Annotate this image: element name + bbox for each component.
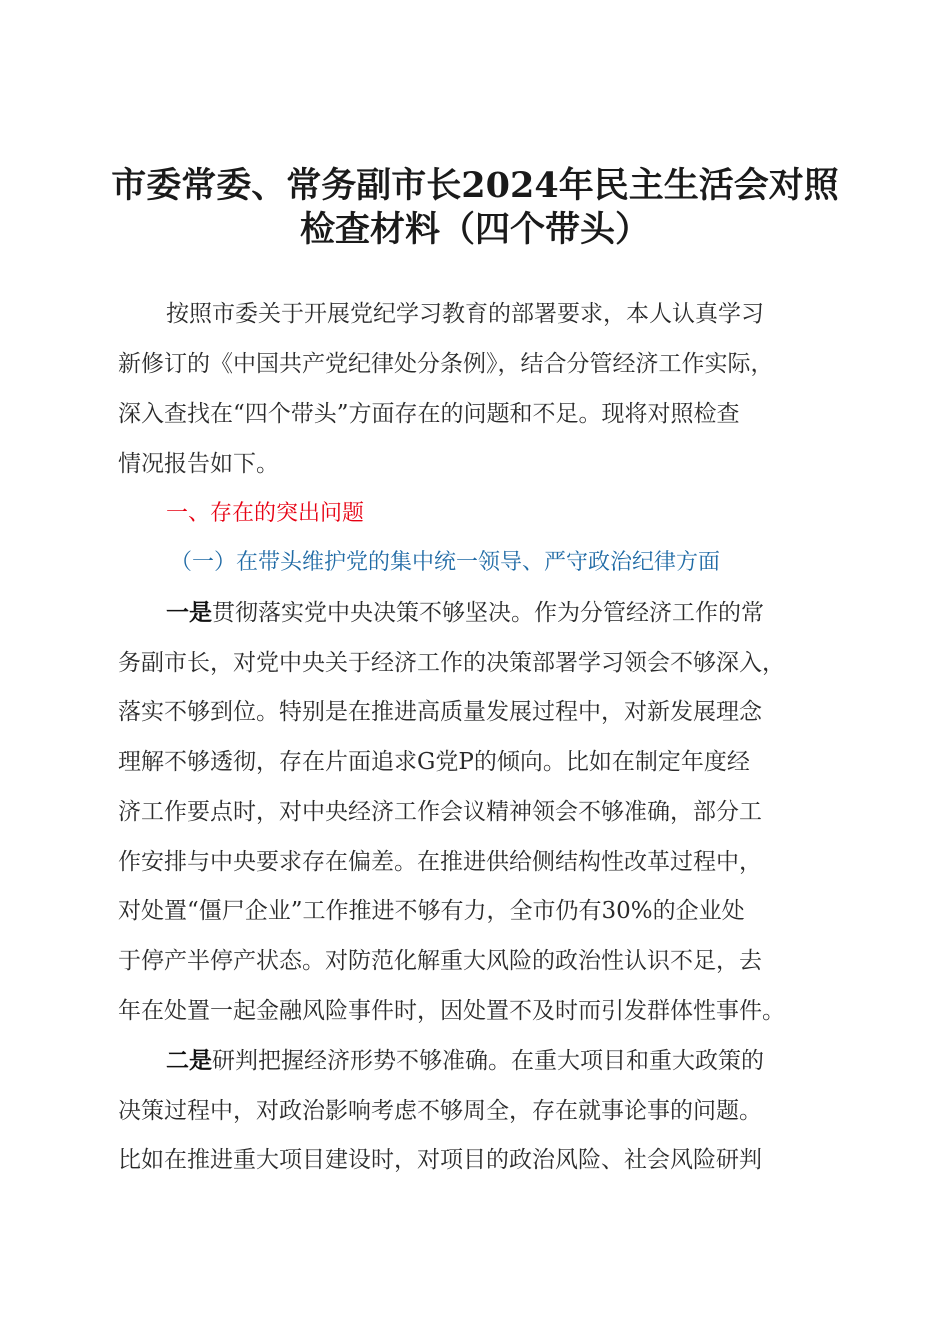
point-1-line-6: 作安排与中央要求存在偏差。在推进供给侧结构性改革过程中， xyxy=(118,849,762,875)
section-heading-problems: 一、存在的突出问题 xyxy=(166,501,365,526)
intro-line-2: 新修订的《中国共产党纪律处分条例》，结合分管经济工作实际， xyxy=(118,351,774,377)
point-2-first-line xyxy=(166,1046,764,1076)
point-1-line-9: 年在处置一起金融风险事件时，因处置不及时而引发群体性事件。 xyxy=(118,998,785,1024)
intro-line-1: 按照市委关于开展党纪学习教育的部署要求，本人认真学习 xyxy=(166,301,764,327)
subsection-heading-political-discipline: （一）在带头维护党的集中统一领导、严守政治纪律方面 xyxy=(170,550,721,575)
point-1-first-line-text: 贯彻落实党中央决策不够坚决。作为分管经济工作的常 xyxy=(212,600,764,626)
point-1-line-5: 济工作要点时，对中央经济工作会议精神领会不够准确，部分工 xyxy=(118,799,762,825)
point-2-lead: 二是 xyxy=(166,1047,212,1074)
intro-line-3: 深入查找在“四个带头”方面存在的问题和不足。现将对照检查 xyxy=(118,401,740,427)
point-2-line-3: 比如在推进重大项目建设时，对项目的政治风险、社会风险研判 xyxy=(118,1147,762,1173)
point-1-first-line xyxy=(166,598,764,628)
point-1-line-3: 落实不够到位。特别是在推进高质量发展过程中，对新发展理念 xyxy=(118,699,762,725)
document-title-line-1: 市委常委、常务副市长2024年民主生活会对照 xyxy=(111,165,839,206)
point-1-lead: 一是 xyxy=(166,599,212,626)
point-1-line-7: 对处置“僵尸企业”工作推进不够有力，全市仍有30%的企业处 xyxy=(118,898,745,924)
point-1-line-4: 理解不够透彻，存在片面追求G党P的倾向。比如在制定年度经 xyxy=(118,749,750,775)
point-2-line-2: 决策过程中，对政治影响考虑不够周全，存在就事论事的问题。 xyxy=(118,1098,762,1124)
point-1-line-2: 务副市长，对党中央关于经济工作的决策部署学习领会不够深入， xyxy=(118,650,785,676)
point-1-line-8: 于停产半停产状态。对防范化解重大风险的政治性认识不足，去 xyxy=(118,948,762,974)
intro-line-4: 情况报告如下。 xyxy=(118,451,279,477)
point-2-first-line-text: 研判把握经济形势不够准确。在重大项目和重大政策的 xyxy=(212,1048,764,1074)
document-title-line-2: 检查材料（四个带头） xyxy=(299,209,650,250)
